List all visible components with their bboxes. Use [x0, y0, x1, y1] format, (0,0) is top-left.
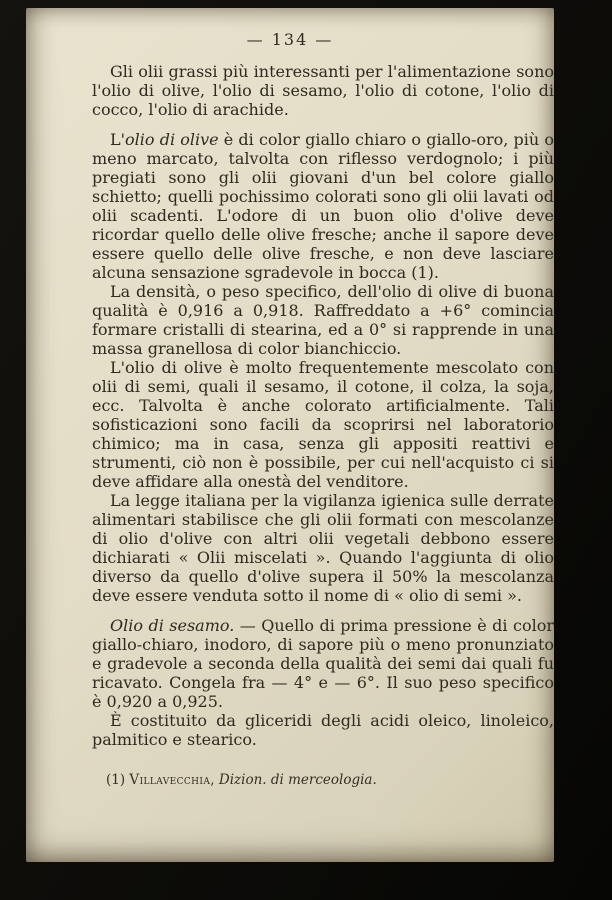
paragraph [92, 358, 554, 491]
text-segment: L'olio di olive è molto frequentemente mescolato con olii di semi, quali il sesamo, il cotone, il colza, la soja, ecc. Talvolta è anche colorato artificialmente. Tali sofisticazioni sono facili da scoprirsi nel laboratorio chimico; ma in casa, senza gli appositi reattivi e strumenti, ciò non è possibile, per cui nell'acquisto ci si deve affidare alla onestà del venditore. [92, 358, 554, 491]
paragraph [92, 130, 554, 282]
text-segment: è di color giallo chiaro o giallo-oro, più o meno marcato, talvolta con riflesso verdognolo; i più pregiati sono gli olii giovani d'un bel colore giallo schietto; quelli pochissimo colorati sono gli olii lavati od olii scadenti. L'odore di un buon olio d'olive deve ricordar quello delle olive fresche; anche il sapore deve essere quello delle olive fresche, e non deve lasciare alcuna sensazione sgradevole in bocca (1). [92, 130, 555, 282]
text-segment: La densità, o peso specifico, dell'olio di olive di buona qualità è 0,916 a 0,918. Raffreddato a +6° comincia formare cristalli di stearina, ed a 0° si rapprende in una massa granellosa di color bianchiccio. [92, 282, 554, 358]
text-block [92, 62, 554, 749]
paragraph [92, 62, 554, 119]
paragraph [92, 282, 554, 358]
text-segment: Gli olii grassi più interessanti per l'alimentazione sono l'olio di olive, l'olio di sesamo, l'olio di cotone, l'olio di cocco, l'olio di arachide. [92, 62, 554, 119]
text-segment: La legge italiana per la vigilanza igienica sulle derrate alimentari stabilisce che gli olii formati con mescolanze di olio d'olive con altri olii vegetali debbono essere dichiarati « Olii miscelati ». Quando l'aggiunta di olio diverso da quello d'olive supera il 50% la mescolanza deve essere venduta sotto il nome di « olio di semi ». [92, 491, 554, 605]
text-segment: Villavecchia [129, 772, 211, 788]
book-page [26, 8, 554, 862]
text-segment: , [210, 772, 219, 788]
paragraph [92, 616, 554, 711]
footnote [92, 772, 554, 789]
text-segment: — Quello di prima pressione è di color giallo-chiaro, inodoro, di sapore più o meno pronunziato e gradevole a seconda della qualità dei semi dai quali fu ricavato. Congela fra — 4° e — 6°. Il suo peso specifico è 0,920 a 0,925. [92, 616, 554, 711]
paragraph [92, 491, 554, 605]
text-segment: (1) [106, 772, 130, 788]
text-segment: Olio di sesamo. [110, 616, 235, 635]
text-segment: olio di olive [125, 130, 219, 149]
text-segment: È costituito da gliceridi degli acidi oleico, linoleico, palmitico e stearico. [92, 711, 554, 749]
page-number: — 134 — [246, 30, 334, 49]
paragraph [92, 711, 554, 749]
text-segment: L' [110, 130, 126, 149]
text-segment: Dizion. di merceologia. [218, 772, 377, 788]
